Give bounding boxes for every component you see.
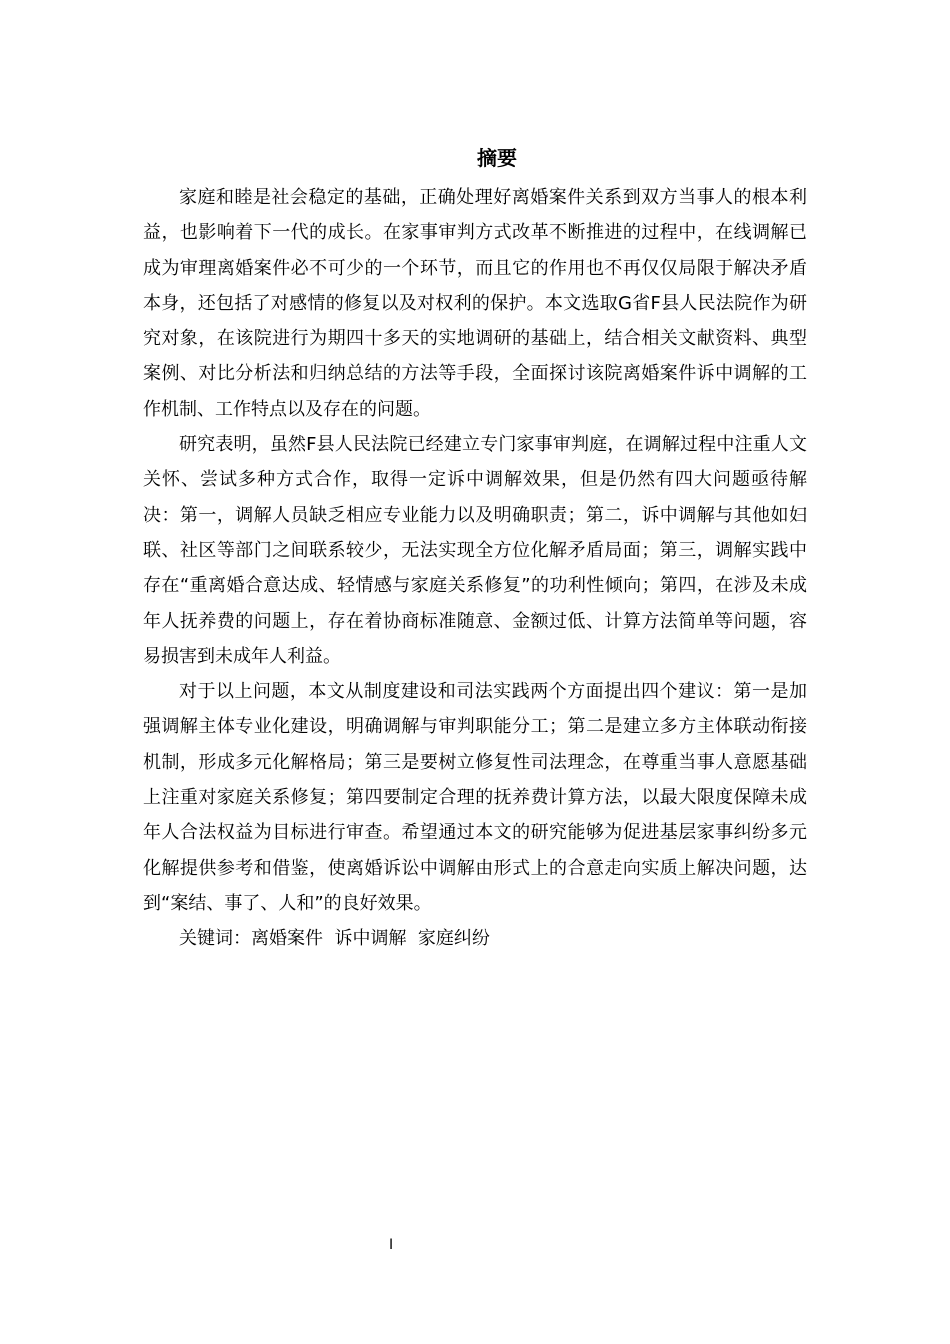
page-number: I	[389, 1237, 394, 1253]
abstract-paragraph-2: 研究表明，虽然F县人民法院已经建立专门家事审判庭，在调解过程中注重人文关怀、尝试多种方式合作，取得一定诉中调解效果，但是仍然有四大问题亟待解决：第一，调解人员缺乏相应专业能力以及明确职责；第二，诉中调解与其他如妇联、社区等部门之间联系较少，无法实现全方位化解矛盾局面；第三，调解实践中存在“重离婚合意达成、轻情感与家庭关系修复”的功利性倾向；第四，在涉及未成年人抚养费的问题上，存在着协商标准随意、金额过低、计算方法简单等问题，容易损害到未成年人利益。	[143, 434, 807, 667]
keywords-line: 关键词：离婚案件 诉中调解 家庭纠纷	[179, 928, 490, 950]
page-title: 摘要	[477, 146, 517, 170]
abstract-paragraph-3: 对于以上问题，本文从制度建设和司法实践两个方面提出四个建议：第一是加强调解主体专业化建设，明确调解与审判职能分工；第二是建立多方主体联动衔接机制，形成多元化解格局；第三是要树立修复性司法理念，在尊重当事人意愿基础上注重对家庭关系修复；第四要制定合理的抚养费计算方法，以最大限度保障未成年人合法权益为目标进行审查。希望通过本文的研究能够为促进基层家事纠纷多元化解提供参考和借鉴，使离婚诉讼中调解由形式上的合意走向实质上解决问题，达到“案结、事了、人和”的良好效果。	[143, 681, 807, 914]
abstract-body	[143, 180, 807, 957]
abstract-paragraph-1: 家庭和睦是社会稳定的基础，正确处理好离婚案件关系到双方当事人的根本利益，也影响着下一代的成长。在家事审判方式改革不断推进的过程中，在线调解已成为审理离婚案件必不可少的一个环节，而且它的作用也不再仅仅局限于解决矛盾本身，还包括了对感情的修复以及对权利的保护。本文选取G省F县人民法院作为研究对象，在该院进行为期四十多天的实地调研的基础上，结合相关文献资料、典型案例、对比分析法和归纳总结的方法等手段，全面探讨该院离婚案件诉中调解的工作机制、工作特点以及存在的问题。	[143, 187, 807, 420]
